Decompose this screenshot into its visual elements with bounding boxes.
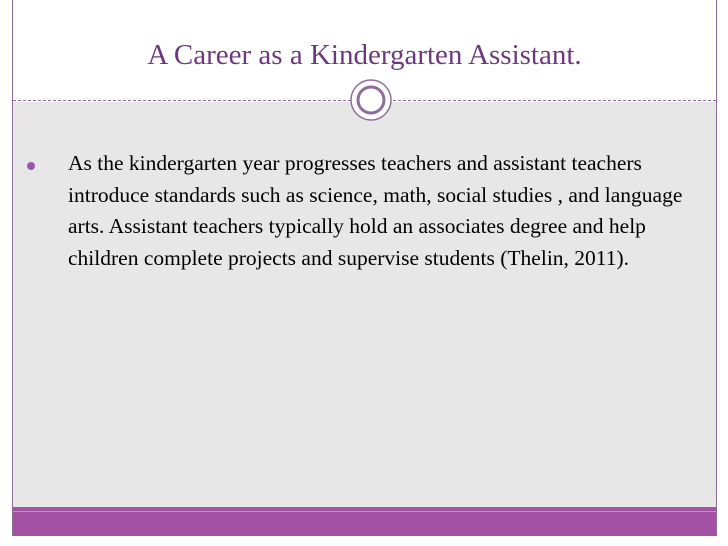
slide xyxy=(12,0,717,536)
bottom-band-rule xyxy=(13,511,716,512)
bottom-accent-band xyxy=(13,507,716,536)
slide-title: A Career as a Kindergarten Assistant. xyxy=(147,39,582,71)
content-area xyxy=(13,102,716,507)
bullet-dot-icon xyxy=(27,162,35,170)
bullet-text: As the kindergarten year progresses teachers and assistant teachers introduce standards such as science, math, social studies , and language arts. Assistant teachers typically hold an associates degree and help children complete projects and supervise students (Thelin, 2011). xyxy=(68,151,683,270)
bullet-item xyxy=(23,148,703,274)
double-circle-icon xyxy=(348,77,394,123)
